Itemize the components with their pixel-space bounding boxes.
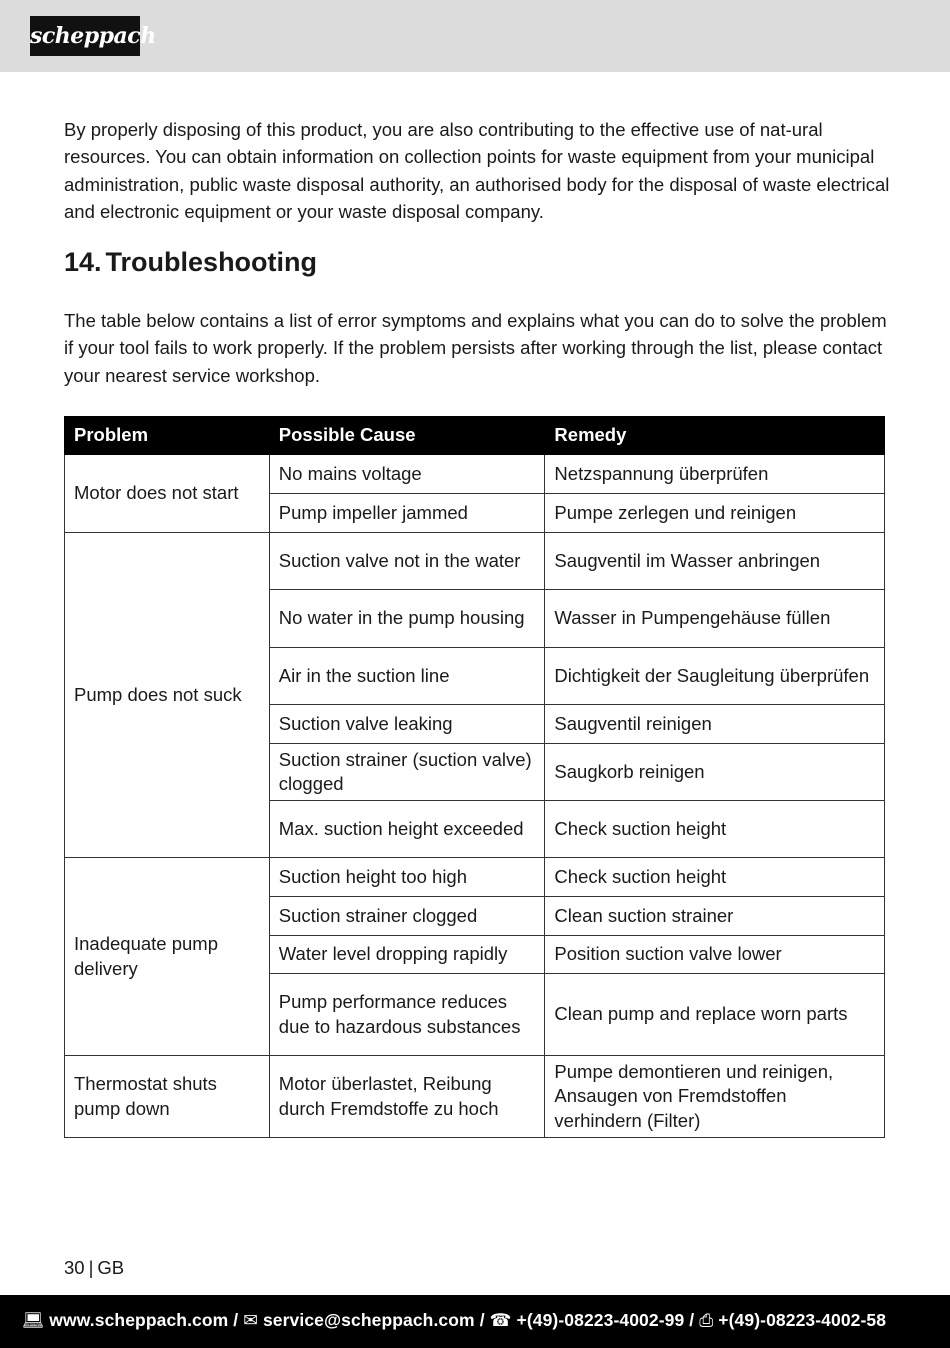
page-number-value: 30 xyxy=(64,1257,85,1278)
remedy-cell: Netzspannung überprüfen xyxy=(545,455,885,494)
cause-cell: Suction valve leaking xyxy=(269,705,545,744)
section-heading xyxy=(64,244,317,280)
phone-icon: ☎ xyxy=(489,1310,512,1330)
remedy-cell: Position suction valve lower xyxy=(545,936,885,974)
remedy-cell: Pumpe demontieren und reinigen, Ansaugen von Fremdstoffen verhindern (Filter) xyxy=(545,1056,885,1138)
computer-icon: 💻︎ xyxy=(22,1310,45,1330)
mail-icon: ✉ xyxy=(243,1310,258,1330)
section-title: Troubleshooting xyxy=(105,247,318,277)
problem-cell: Inadequate pump delivery xyxy=(65,858,270,1056)
remedy-cell: Saugventil reinigen xyxy=(545,705,885,744)
cause-cell: Water level dropping rapidly xyxy=(269,936,545,974)
footer-fax: +(49)-08223-4002-58 xyxy=(718,1310,887,1330)
footer-bar xyxy=(0,1295,950,1348)
header-possible-cause: Possible Cause xyxy=(269,417,545,455)
cause-cell: Pump impeller jammed xyxy=(269,494,545,533)
footer-email-link[interactable]: service@scheppach.com xyxy=(262,1310,475,1330)
cause-cell: Max. suction height exceeded xyxy=(269,801,545,858)
problem-cell: Pump does not suck xyxy=(65,533,270,858)
page-number-separator: | xyxy=(88,1257,94,1278)
remedy-cell: Check suction height xyxy=(545,801,885,858)
section-description: The table below contains a list of error symptoms and explains what you can do to solve the problem if your tool fails to work properly. If the problem persists after working through the list, please contact your nearest service workshop. xyxy=(64,310,887,386)
page-language: GB xyxy=(97,1257,125,1278)
cause-cell: Motor überlastet, Reibung durch Fremdstoffe zu hoch xyxy=(269,1056,545,1138)
remedy-cell: Dichtigkeit der Saugleitung überprüfen xyxy=(545,648,885,705)
table-row xyxy=(65,1056,885,1138)
header-remedy: Remedy xyxy=(545,417,885,455)
remedy-cell: Check suction height xyxy=(545,858,885,897)
footer-website-link[interactable]: www.scheppach.com xyxy=(49,1310,229,1330)
cause-cell: Air in the suction line xyxy=(269,648,545,705)
table-row xyxy=(65,858,885,897)
footer-separator: / xyxy=(689,1310,695,1330)
cause-cell: No water in the pump housing xyxy=(269,590,545,648)
table-row xyxy=(65,455,885,494)
section-number: 14. xyxy=(64,247,102,277)
cause-cell: Suction height too high xyxy=(269,858,545,897)
header-band xyxy=(0,0,950,72)
intro-paragraph: By properly disposing of this product, you are also contributing to the effective use of nat-ural resources. You can obtain information on collection points for waste equipment from your municipal administration, public waste disposal authority, an authorised body for the disposal of waste electrical and electronic equipment or your waste disposal company. xyxy=(64,119,890,222)
footer-separator: / xyxy=(233,1310,239,1330)
remedy-cell: Saugventil im Wasser anbringen xyxy=(545,533,885,590)
remedy-cell: Saugkorb reinigen xyxy=(545,744,885,801)
remedy-cell: Wasser in Pumpengehäuse füllen xyxy=(545,590,885,648)
remedy-cell: Clean suction strainer xyxy=(545,897,885,936)
footer-separator: / xyxy=(479,1310,485,1330)
cause-cell: Suction strainer clogged xyxy=(269,897,545,936)
fax-icon: ⎙ xyxy=(699,1310,714,1330)
remedy-cell: Pumpe zerlegen und reinigen xyxy=(545,494,885,533)
troubleshooting-table xyxy=(64,416,885,1138)
footer-phone: +(49)-08223-4002-99 xyxy=(516,1310,685,1330)
cause-cell: Pump performance reduces due to hazardous substances xyxy=(269,974,545,1056)
problem-cell: Motor does not start xyxy=(65,455,270,533)
scheppach-logo: scheppach xyxy=(30,16,140,56)
remedy-cell: Clean pump and replace worn parts xyxy=(545,974,885,1056)
header-problem: Problem xyxy=(65,417,270,455)
problem-cell: Thermostat shuts pump down xyxy=(65,1056,270,1138)
cause-cell: No mains voltage xyxy=(269,455,545,494)
table-row xyxy=(65,533,885,590)
table-header-row xyxy=(65,417,885,455)
cause-cell: Suction strainer (suction valve) clogged xyxy=(269,744,545,801)
page-number xyxy=(64,1256,124,1280)
cause-cell: Suction valve not in the water xyxy=(269,533,545,590)
